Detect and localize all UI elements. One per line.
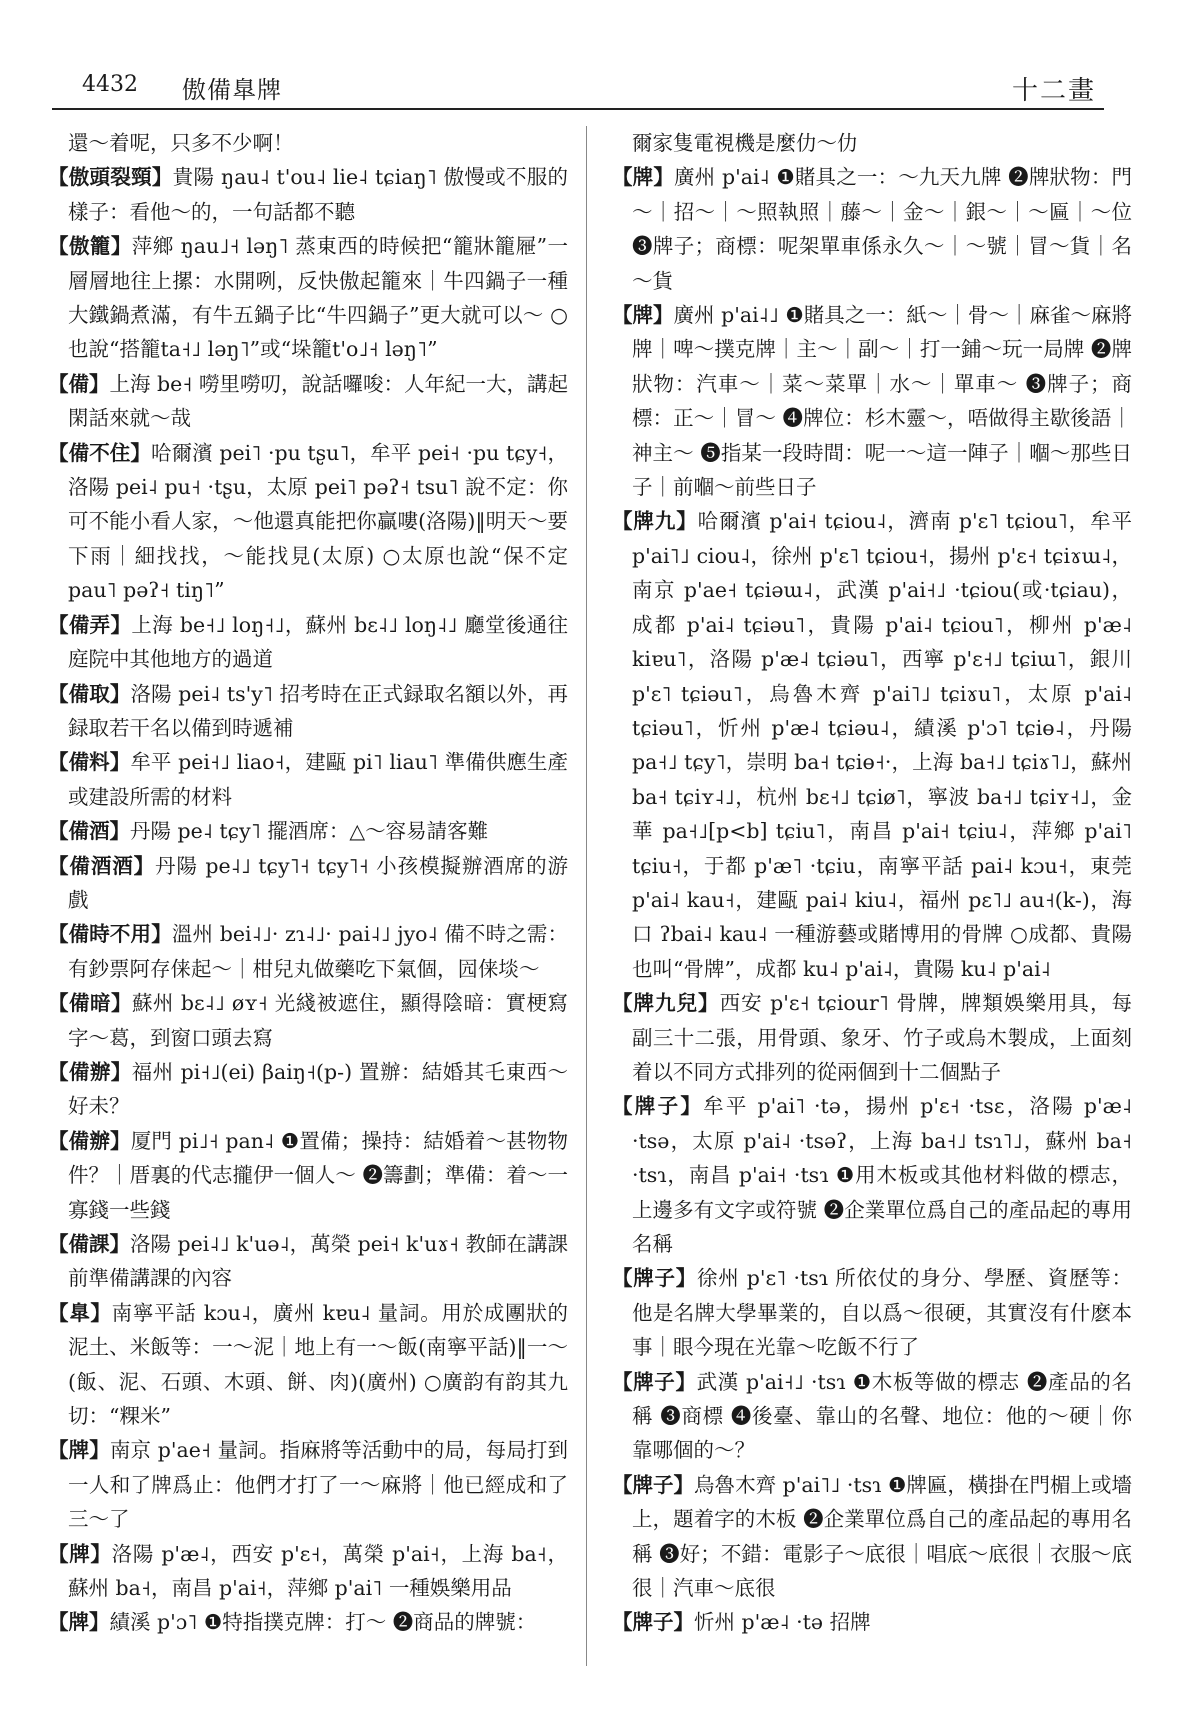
dictionary-entry — [48, 436, 568, 608]
entry-continuation-text: 還～着呢，只多不少啊！ — [68, 131, 294, 155]
dictionary-entry — [612, 298, 1132, 504]
entry-definition: 哈爾濱 pei˥ ·pu tʂu˥，牟平 pei˧ ·pu tɕy˧，洛陽 pei˨ pu˧ ·tʂu，太原 pei˥ pəʔ˧ tsu˥ 說不定：你可不能小看人家，～他還真能把你贏嘍(洛陽)‖明天～要下雨｜細找找，～能找見(太原) ○太原也說“保不定 pau˥ pəʔ˧ tiŋ˥” — [68, 440, 568, 603]
entry-headword: 【傲頭裂頸】 — [48, 165, 173, 190]
entry-definition: 萍鄉 ŋau˩˧ ləŋ˥ 蒸東西的時候把“籠牀籠屜”一層層地往上摞：水開咧，反快傲起籠來｜牛四鍋子一種大鐵鍋煮滿，有牛五鍋子比“牛四鍋子”更大就可以～ ○也說“搭籠ta˧˩ ləŋ˥”或“垛籠t'o˩˧ ləŋ˥” — [68, 234, 569, 362]
entry-headword: 【備酒】 — [48, 819, 130, 844]
dictionary-entry — [612, 1261, 1132, 1364]
entry-headword: 【牌】 — [612, 165, 674, 190]
entry-definition: 績溪 p'ɔ˥ ❶特指撲克牌：打～ ❷商品的牌號： — [109, 1610, 537, 1635]
entry-definition: 忻州 p'æ˨ ·tə 招牌 — [694, 1610, 871, 1635]
entry-headword: 【臯】 — [48, 1300, 112, 1325]
dictionary-entry — [48, 814, 568, 848]
entry-definition: 牟平 p'ai˥ ·tə，揚州 p'ɛ˧ ·tsɛ，洛陽 p'æ˨ ·tsə，太原 p'ai˨ ·tsəʔ，上海 ba˧˩ tsɿ˥˩，蘇州 ba˧ ·tsɿ，南昌 p'ai˧ ·tsɿ ❶用木板或其他材料做的標志，上邊多有文字或符號 ❷企業單位爲自己的產品起的專用名稱 — [632, 1094, 1133, 1256]
entry-definition: 廣州 p'ai˨˩ ❶賭具之一：紙～｜骨～｜麻雀～麻將牌｜啤～撲克牌｜主～｜副～｜打一鋪～玩一局牌 ❷牌狀物：汽車～｜菜～菜單｜水～｜單車～ ❸牌子；商標：正～｜冒～ ❹牌位：杉木靈～，唔做得主歇後語｜神主～ ❺指某一段時間：呢一～這一陣子｜嗰～那些日子｜前嗰～前些日子 — [632, 303, 1132, 500]
entry-definition: 洛陽 pei˨ ts'y˥ 招考時在正式録取名額以外，再録取若干名以備到時遞補 — [68, 681, 569, 740]
entry-definition: 牟平 pei˧˩ liao˧，建甌 pi˥ liau˥ 準備供應生產或建設所需的材料 — [68, 750, 569, 809]
entry-definition: 廣州 p'ai˨ ❶賭具之一：～九天九牌 ❷牌狀物：門～｜招～｜～照執照｜藤～｜金～｜銀～｜～匾｜～位 ❸牌子；商標：呢架單車係永久～｜～號｜冒～貨｜名～貨 — [632, 165, 1133, 293]
entry-headword: 【牌子】 — [612, 1610, 694, 1635]
entry-definition: 上海 be˧ 嘮里嘮叨，說話囉唆：人年紀一大，講起閑話來就～哉 — [68, 371, 568, 431]
entry-headword: 【備課】 — [48, 1232, 131, 1256]
dictionary-entry — [48, 745, 568, 814]
dictionary-entry — [612, 504, 1132, 986]
entry-headword: 【備不住】 — [48, 440, 151, 465]
entry-headword: 【牌子】 — [612, 1472, 695, 1497]
page-number: 4432 — [82, 72, 138, 97]
entry-headword: 【備辦】 — [48, 1059, 132, 1084]
entry-headword: 【牌子】 — [612, 1266, 697, 1291]
entry-headword: 【備辦】 — [48, 1128, 131, 1153]
dictionary-entry — [48, 1433, 568, 1536]
dictionary-entry — [612, 1468, 1132, 1606]
dictionary-entry — [612, 1365, 1132, 1468]
entry-headword: 【備弄】 — [48, 612, 132, 637]
right-column — [612, 126, 1132, 1640]
dictionary-entry — [612, 986, 1132, 1089]
dictionary-entry — [48, 1055, 568, 1124]
dictionary-entry — [48, 160, 568, 229]
entry-definition: 溫州 bei˨˩· zɿ˨˩· pai˨˩ jyo˨ 備不時之需：有鈔票阿存俫起～｜柑兒丸做藥吃下氣個，囥俫埮～ — [68, 922, 568, 981]
dictionary-entry — [48, 1124, 568, 1227]
dictionary-entry — [48, 849, 568, 918]
entry-definition: 厦門 pi˩˧ pan˨ ❶置備；操持：結婚着～甚物物件？｜厝裏的代志攏伊一個人～ ❷籌劃；準備：着～一寡錢一些錢 — [68, 1128, 569, 1222]
dictionary-entry — [48, 1227, 568, 1296]
entry-definition: 貴陽 ŋau˨ t'ou˨ lie˨ tɕiaŋ˥ 傲慢或不服的樣子：看他～的，一句話都不聽 — [68, 165, 569, 224]
dictionary-entry — [48, 608, 568, 677]
entry-headword: 【牌】 — [48, 1541, 112, 1566]
entry-definition: 武漢 p'ai˧˩ ·tsɿ ❶木板等做的標志 ❷產品的名稱 ❸商標 ❹後臺、靠山的名聲、地位：他的～硬｜你靠哪個的～？ — [632, 1369, 1132, 1463]
entry-headword: 【備時不用】 — [48, 922, 172, 947]
page-header — [52, 62, 1104, 110]
entry-continuation-text: 爾家隻電視機是麼仂～仂 — [632, 131, 858, 155]
dictionary-entry — [48, 1296, 568, 1434]
entry-definition: 蘇州 bɛ˨˩ øʏ˧ 光綫被遮住，顯得陰暗：實梗寫字～葛，到窗口頭去寫 — [68, 991, 569, 1050]
entry-headword: 【備】 — [48, 371, 110, 396]
entry-definition: 福州 pi˧˩(ei) βaiŋ˧(p-) 置辦：結婚其乇東西～好未？ — [68, 1059, 568, 1119]
dictionary-entry — [48, 1605, 568, 1639]
dictionary-entry — [612, 1089, 1132, 1261]
entry-headword: 【牌子】 — [612, 1369, 697, 1394]
dictionary-entry — [48, 229, 568, 367]
dictionary-entry — [48, 917, 568, 986]
entry-headword: 【備酒酒】 — [48, 853, 156, 878]
entry-headword: 【備取】 — [48, 681, 131, 706]
entry-definition: 南京 p'ae˧ 量詞。指麻將等活動中的局，每局打到一人和了牌爲止：他們才打了一～麻將｜他已經成和了三～了 — [68, 1438, 568, 1532]
entry-headword: 【傲籠】 — [48, 234, 132, 259]
entry-definition: 南寧平話 kɔu˨，廣州 kɐu˨ 量詞。用於成團狀的泥土、米飯等：一～泥｜地上有一～飯(南寧平話)‖一～(飯、泥、石頭、木頭、餅、肉)(廣州) ○廣韵有韵其九切：“粿米” — [68, 1300, 568, 1429]
entry-definition: 丹陽 pe˨ tɕy˥ 擺酒席：△～容易請客難 — [130, 819, 489, 844]
dictionary-entry — [48, 677, 568, 746]
left-column — [48, 126, 568, 1640]
entry-definition: 徐州 p'ɛ˥ ·tsɿ 所依仗的身分、學歷、資歷等：他是名牌大學畢業的，自以爲～很硬，其實沒有什麽本事｜眼今現在光靠～吃飯不行了 — [632, 1266, 1132, 1360]
entry-definition: 西安 p'ɛ˧ tɕiour˥ 骨牌，牌類娛樂用具，每副三十二張，用骨頭、象牙、竹子或烏木製成，上面刻着以不同方式排列的從兩個到十二個點子 — [632, 991, 1132, 1084]
column-divider — [586, 126, 587, 1666]
entry-definition: 烏魯木齊 p'ai˥˩ ·tsɿ ❶牌匾，橫掛在門楣上或墻上，題着字的木板 ❷企業單位爲自己的產品起的專用名稱 ❸好；不錯：電影子～底很｜唱底～底很｜衣服～底很｜汽車～底很 — [632, 1472, 1132, 1601]
entry-definition: 上海 be˧˩ loŋ˧˩，蘇州 bɛ˨˩ loŋ˨˩ 廳堂後通往庭院中其他地方的過道 — [68, 612, 569, 672]
entry-headword: 【牌子】 — [612, 1094, 704, 1119]
entry-definition: 洛陽 pei˨˩ k'uə˨，萬榮 pei˧ k'uɤ˧ 教師在講課前準備講課的內容 — [68, 1232, 569, 1291]
dictionary-entry — [612, 126, 1132, 160]
dictionary-entry — [48, 126, 568, 160]
entry-definition: 丹陽 pe˨˩ tɕy˥˧ tɕy˥˧ 小孩模擬辦酒席的游戲 — [68, 853, 568, 912]
entry-headword: 【牌】 — [48, 1438, 110, 1463]
dictionary-entry — [612, 1605, 1132, 1639]
entry-headword: 【牌九】 — [612, 509, 698, 534]
entry-definition: 哈爾濱 p'ai˧ tɕiou˨，濟南 p'ɛ˥ tɕiou˥，牟平 p'ai˥˩ ciou˨，徐州 p'ɛ˥ tɕiou˧，揚州 p'ɛ˧ tɕiɤɯ˨，南京 p'ae˧ tɕiəɯ˨，武漢 p'ai˧˩ ·tɕiou(或·tɕiau)，成都 p'ai˨ tɕiəu˥，貴陽 p'ai˨ tɕiou˥，柳州 p'æ˨ kiɐu˥，洛陽 p'æ˨ tɕiəu˥，西寧 p'ɛ˧˩ tɕiɯ˥，銀川 p'ɛ˥ tɕiəu˥，烏魯木齊 p'ai˥˩ tɕiɤu˥，太原 p'ai˨ tɕiəu˥，忻州 p'æ˨ tɕiəu˨，績溪 p'ɔ˥ tɕiɵ˨，丹陽 pa˧˩ tɕy˥，崇明 ba˧ tɕiɵ˧·，上海 ba˧˩ tɕiɤ˥˩，蘇州 ba˧ tɕiʏ˨˩，杭州 bɛ˧˩ tɕiø˥，寧波 ba˧˩ tɕiʏ˧˩，金華 pa˧˩[p<b] tɕiu˥，南昌 p'ai˧ tɕiu˨，萍鄉 p'ai˥ tɕiu˧，于都 p'æ˥ ·tɕiu，南寧平話 pai˨ kɔu˧，東莞 p'ai˨ kau˧，建甌 pai˨ kiu˨，福州 pɛ˥˩ au˧(k-)，海口 ʔbai˨ kau˨ 一種游藝或賭博用的骨牌 ○成都、貴陽也叫“骨牌”，成都 ku˨ p'ai˨，貴陽 ku˨ p'ai˨ — [632, 509, 1133, 981]
entry-headword: 【備暗】 — [48, 991, 132, 1016]
running-headwords: 傲備臯牌 — [182, 76, 282, 104]
dictionary-entry — [48, 986, 568, 1055]
entry-headword: 【牌】 — [612, 303, 674, 328]
entry-headword: 【牌】 — [48, 1610, 110, 1635]
dictionary-entry — [48, 1537, 568, 1606]
entry-headword: 【牌九兒】 — [612, 991, 720, 1016]
entry-headword: 【備料】 — [48, 750, 131, 775]
section-title: 十二畫 — [1011, 76, 1096, 106]
dictionary-entry — [612, 160, 1132, 298]
entry-definition: 洛陽 p'æ˨，西安 p'ɛ˧，萬榮 p'ai˧，上海 ba˧，蘇州 ba˧，南昌 p'ai˧，萍鄉 p'ai˥ 一種娛樂用品 — [68, 1541, 569, 1601]
dictionary-entry — [48, 367, 568, 436]
